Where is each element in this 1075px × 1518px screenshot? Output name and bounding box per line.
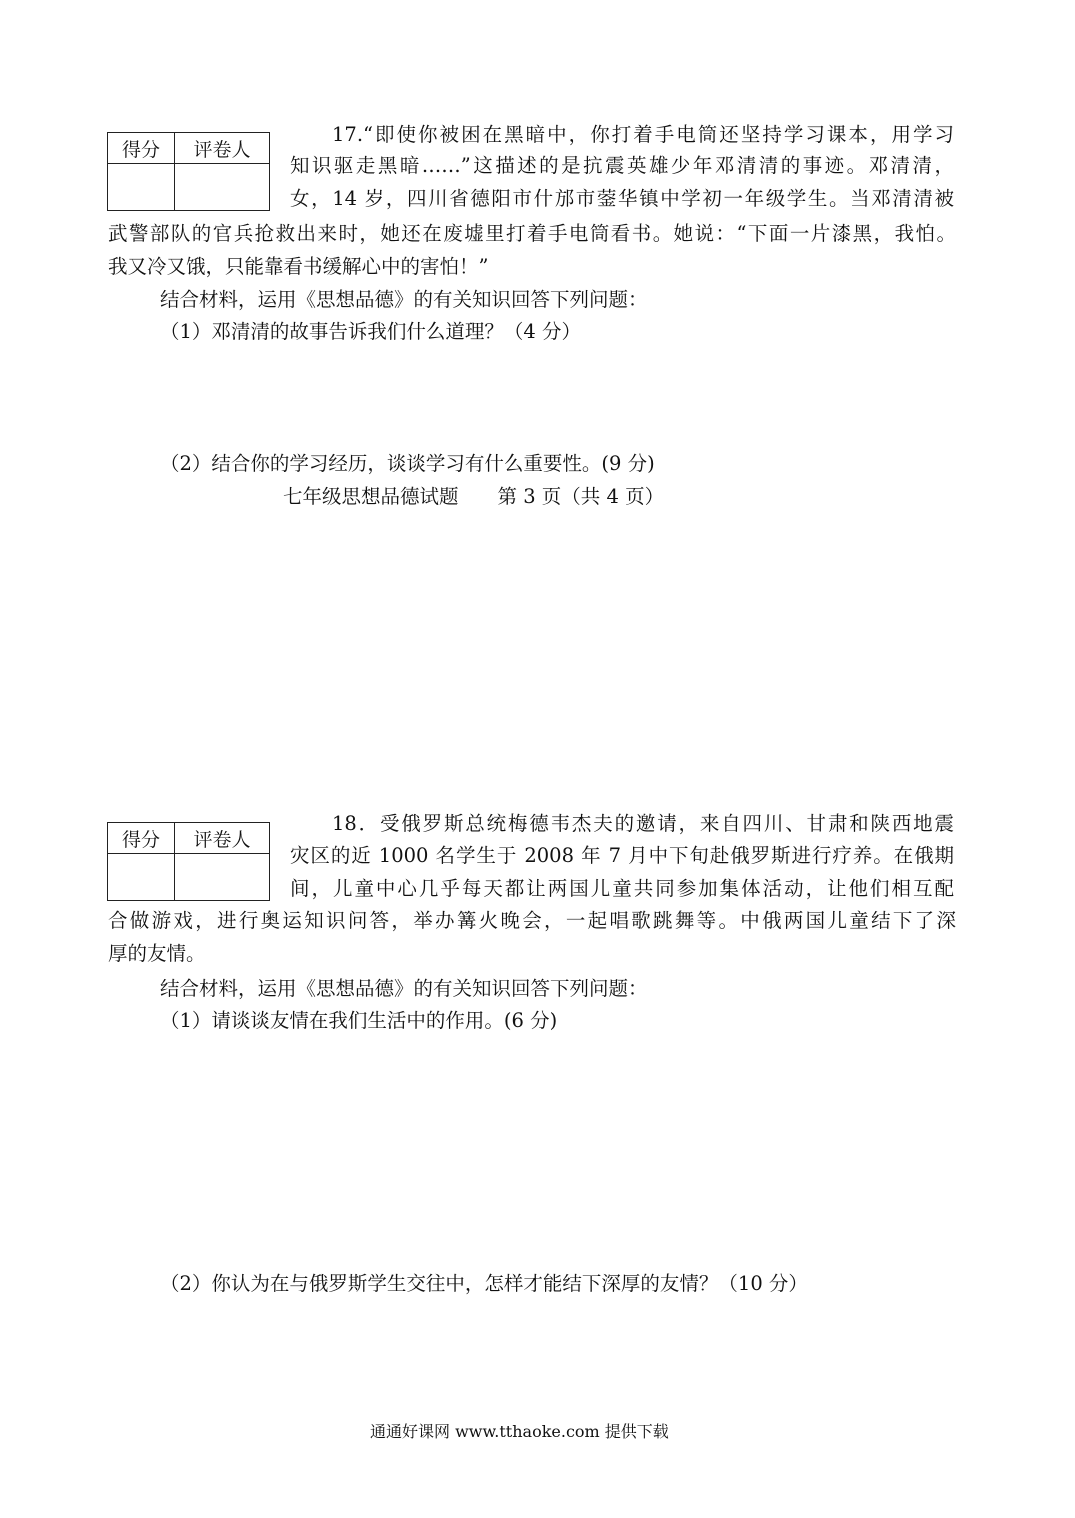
q17-line-1: 17.“即使你被困在黑暗中，你打着手电筒还坚持学习课本，用学习 xyxy=(332,123,954,146)
q17-line-5: 我又冷又饿，只能靠看书缓解心中的害怕！” xyxy=(108,255,489,278)
grader-cell[interactable] xyxy=(175,164,270,211)
grader-label: 评卷人 xyxy=(175,133,270,164)
q17-line-3: 女，14 岁，四川省德阳市什邡市蓥华镇中学初一年级学生。当邓清清被 xyxy=(290,187,954,210)
q17-instruction: 结合材料，运用《思想品德》的有关知识回答下列问题： xyxy=(160,288,648,311)
grader-label: 评卷人 xyxy=(175,823,270,854)
q17-sub-question-1: （1）邓清清的故事告诉我们什么道理？（4 分） xyxy=(160,320,582,343)
q18-line-5: 厚的友情。 xyxy=(108,942,206,965)
score-label: 得分 xyxy=(108,133,175,164)
q18-instruction: 结合材料，运用《思想品德》的有关知识回答下列问题： xyxy=(160,977,648,1000)
q17-line-2: 知识驱走黑暗……”这描述的是抗震英雄少年邓清清的事迹。邓清清， xyxy=(290,154,954,177)
q17-sub-question-2: （2）结合你的学习经历，谈谈学习有什么重要性。(9 分) xyxy=(160,452,655,475)
q18-line-3: 间，儿童中心几乎每天都让两国儿童共同参加集体活动，让他们相互配 xyxy=(290,877,954,900)
q18-score-box xyxy=(107,822,270,901)
download-footer: 通通好课网 www.tthaoke.com 提供下载 xyxy=(370,1422,669,1441)
score-cell[interactable] xyxy=(108,854,175,901)
q18-line-2: 灾区的近 1000 名学生于 2008 年 7 月中下旬赴俄罗斯进行疗养。在俄期 xyxy=(290,844,954,867)
score-label: 得分 xyxy=(108,823,175,854)
q18-line-1: 18．受俄罗斯总统梅德韦杰夫的邀请，来自四川、甘肃和陕西地震 xyxy=(332,812,954,835)
q18-sub-question-1: （1）请谈谈友情在我们生活中的作用。(6 分) xyxy=(160,1009,558,1032)
q17-score-box xyxy=(107,132,270,211)
score-cell[interactable] xyxy=(108,164,175,211)
q18-sub-question-2: （2）你认为在与俄罗斯学生交往中，怎样才能结下深厚的友情？（10 分） xyxy=(160,1272,808,1295)
grader-cell[interactable] xyxy=(175,854,270,901)
page-footer: 七年级思想品德试题 第 3 页（共 4 页） xyxy=(283,485,665,508)
q18-line-4: 合做游戏，进行奥运知识问答，举办篝火晚会，一起唱歌跳舞等。中俄两国儿童结下了深 xyxy=(108,909,956,932)
q17-line-4: 武警部队的官兵抢救出来时，她还在废墟里打着手电筒看书。她说：“下面一片漆黑，我怕。 xyxy=(108,222,956,245)
